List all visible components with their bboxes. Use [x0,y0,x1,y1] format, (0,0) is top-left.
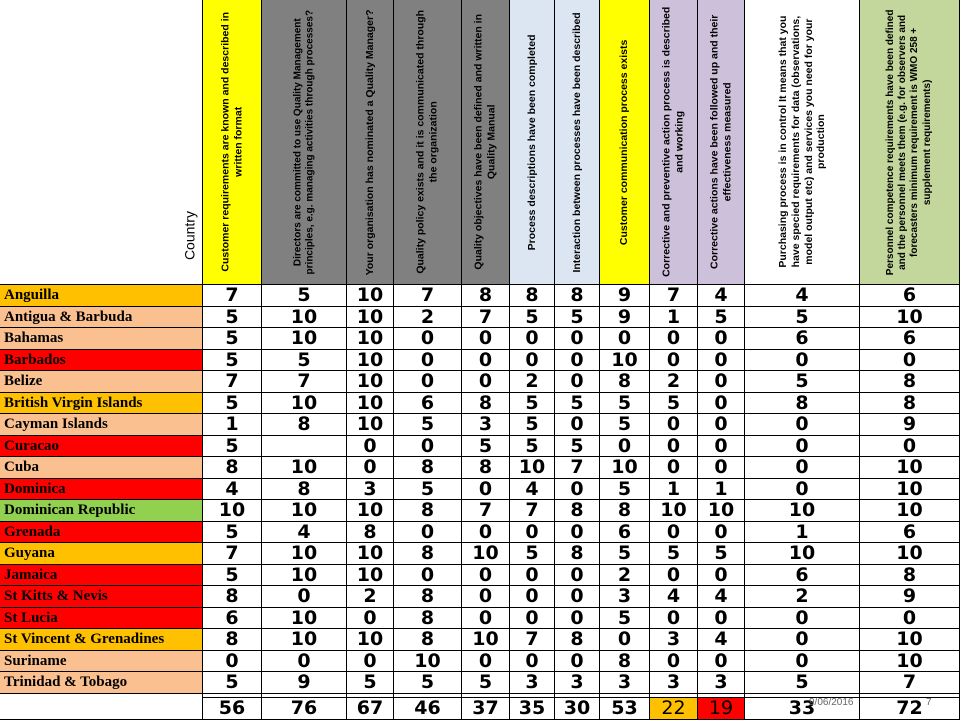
score-cell: 10 [262,307,347,329]
score-cell: 3 [510,672,555,694]
country-cell: Antigua & Barbuda [0,307,203,329]
score-cell: 10 [462,629,510,651]
score-cell: 3 [650,629,698,651]
total-cell: 35 [510,698,555,720]
score-cell: 8 [600,651,650,673]
score-cell: 10 [600,457,650,479]
score-cell: 0 [347,436,394,458]
score-cell: 10 [262,393,347,415]
header-question-label: Customer requirements are known and described in written format [219,12,244,272]
score-cell: 2 [600,565,650,587]
score-cell: 7 [203,543,262,565]
score-cell: 0 [347,457,394,479]
score-cell: 0 [462,586,510,608]
header-question-cell [510,0,555,285]
header-question-label: Interaction between processes have been described [570,11,583,273]
score-cell: 5 [510,393,555,415]
score-cell: 0 [462,608,510,630]
score-cell: 0 [860,436,960,458]
score-cell: 5 [347,672,394,694]
score-cell: 5 [600,479,650,501]
score-cell: 4 [262,522,347,544]
score-cell: 0 [555,522,600,544]
score-cell: 0 [745,608,860,630]
score-cell: 10 [860,457,960,479]
header-question-label: Quality objectives have been defined and written in Quality Manual [472,14,498,270]
score-cell: 0 [555,651,600,673]
score-cell: 0 [698,328,745,350]
score-cell: 4 [698,629,745,651]
score-cell: 7 [462,500,510,522]
country-cell: Trinidad & Tobago [0,672,203,694]
score-cell: 5 [203,350,262,372]
score-cell: 7 [860,672,960,694]
score-cell: 4 [203,479,262,501]
score-cell: 10 [860,543,960,565]
score-cell: 0 [650,436,698,458]
score-cell: 0 [510,586,555,608]
score-cell: 8 [860,393,960,415]
score-cell: 10 [262,328,347,350]
score-cell: 5 [203,328,262,350]
score-cell: 3 [555,672,600,694]
score-cell: 0 [650,457,698,479]
score-cell: 5 [555,436,600,458]
score-cell: 0 [510,565,555,587]
score-cell: 0 [510,522,555,544]
score-cell: 8 [262,414,347,436]
score-cell: 2 [745,586,860,608]
score-cell: 0 [555,371,600,393]
score-cell: 10 [347,565,394,587]
header-question-label: Personnel competence requirements have been defined and the personnel meets them (e.g. for observers and forecasters minimum requirement is WMO 258 + supplement requirements) [885,9,933,275]
score-cell: 10 [860,307,960,329]
country-cell: Dominica [0,479,203,501]
score-cell: 0 [698,565,745,587]
country-cell: Jamaica [0,565,203,587]
score-cell: 5 [262,350,347,372]
score-cell: 2 [394,307,462,329]
score-cell: 8 [600,500,650,522]
score-cell: 7 [650,285,698,307]
score-cell: 0 [462,328,510,350]
score-cell: 1 [203,414,262,436]
score-cell: 8 [203,586,262,608]
score-cell: 5 [698,543,745,565]
header-question-label: Quality policy exists and it is communicated through the organization [414,10,440,274]
score-cell: 0 [462,565,510,587]
header-question-cell [262,0,347,285]
score-cell: 0 [600,436,650,458]
header-question-label: Customer communication process exists [618,39,631,245]
score-cell: 8 [394,608,462,630]
score-cell: 10 [203,500,262,522]
score-cell: 7 [510,500,555,522]
score-cell: 10 [347,393,394,415]
score-cell: 0 [555,414,600,436]
score-cell: 5 [203,436,262,458]
score-cell: 7 [555,457,600,479]
score-cell: 2 [650,371,698,393]
score-cell: 0 [745,414,860,436]
score-cell: 0 [394,565,462,587]
slide-page-number: 7 [926,697,932,708]
score-cell: 0 [555,328,600,350]
score-cell: 9 [860,586,960,608]
score-cell: 7 [203,285,262,307]
score-cell: 8 [600,371,650,393]
country-cell: St Kitts & Nevis [0,586,203,608]
score-cell: 0 [394,371,462,393]
score-cell: 7 [262,371,347,393]
country-cell: Grenada [0,522,203,544]
header-question-cell [698,0,745,285]
header-question-cell [860,0,960,285]
score-cell: 6 [860,328,960,350]
score-cell: 1 [650,479,698,501]
score-cell: 5 [510,307,555,329]
score-cell: 0 [262,651,347,673]
score-cell: 5 [203,393,262,415]
header-question-label: Corrective actions have been followed up and their effectiveness measured [708,14,733,270]
score-cell: 10 [698,500,745,522]
score-cell: 0 [462,651,510,673]
score-cell: 9 [860,414,960,436]
header-country-cell [0,0,203,285]
score-cell: 10 [262,457,347,479]
header-question-label: Process descriptions have been completed [525,34,538,250]
score-cell: 1 [745,522,860,544]
score-cell: 6 [860,285,960,307]
total-cell: 30 [555,698,600,720]
score-cell: 2 [347,586,394,608]
score-cell: 0 [698,651,745,673]
score-cell: 5 [203,522,262,544]
total-cell: 19 [698,698,745,720]
score-cell: 7 [510,629,555,651]
score-cell: 0 [745,651,860,673]
score-cell: 8 [394,629,462,651]
score-cell: 10 [262,608,347,630]
total-cell: 72 [860,698,960,720]
score-cell: 8 [555,543,600,565]
score-cell: 0 [347,651,394,673]
total-cell: 76 [262,698,347,720]
score-cell: 5 [203,672,262,694]
score-cell: 6 [394,393,462,415]
country-cell: Bahamas [0,328,203,350]
score-cell: 10 [347,629,394,651]
score-cell: 0 [462,479,510,501]
score-cell: 0 [203,651,262,673]
score-cell: 5 [203,307,262,329]
score-cell: 0 [650,350,698,372]
score-cell: 0 [510,350,555,372]
country-cell: St Lucia [0,608,203,630]
score-cell: 7 [203,371,262,393]
score-cell: 10 [600,350,650,372]
score-cell: 0 [745,479,860,501]
score-cell: 3 [600,586,650,608]
score-cell: 7 [394,285,462,307]
total-cell: 37 [462,698,510,720]
score-cell: 6 [860,522,960,544]
score-cell: 5 [650,543,698,565]
score-cell: 0 [394,350,462,372]
score-cell: 0 [745,350,860,372]
country-cell: St Vincent & Grenadines [0,629,203,651]
score-cell: 10 [262,543,347,565]
score-cell: 7 [462,307,510,329]
score-cell: 8 [394,586,462,608]
score-cell: 8 [860,565,960,587]
score-cell: 8 [347,522,394,544]
score-cell: 0 [860,350,960,372]
header-question-cell [462,0,510,285]
score-cell: 10 [347,350,394,372]
score-cell: 10 [347,371,394,393]
score-cell: 5 [394,672,462,694]
score-cell: 9 [600,285,650,307]
score-cell: 5 [555,307,600,329]
score-cell: 0 [698,457,745,479]
score-cell: 0 [394,328,462,350]
score-cell: 0 [650,608,698,630]
score-cell: 2 [510,371,555,393]
score-cell: 0 [510,651,555,673]
score-cell: 10 [860,479,960,501]
total-cell: 67 [347,698,394,720]
score-cell: 5 [600,543,650,565]
score-cell: 0 [745,436,860,458]
score-cell: 5 [462,436,510,458]
country-cell: Cuba [0,457,203,479]
score-cell: 0 [347,608,394,630]
total-cell: 22 [650,698,698,720]
score-cell: 8 [394,457,462,479]
score-cell: 5 [600,608,650,630]
score-cell: 10 [394,651,462,673]
score-cell: 0 [462,371,510,393]
score-cell: 0 [860,608,960,630]
score-cell: 10 [347,328,394,350]
header-question-label: Your organisation has nominated a Quality Manager? [363,9,376,275]
score-cell: 5 [262,285,347,307]
score-cell: 10 [262,629,347,651]
score-cell: 10 [860,500,960,522]
score-cell: 10 [347,285,394,307]
score-cell: 5 [745,307,860,329]
header-question-cell [394,0,462,285]
score-cell: 10 [347,307,394,329]
score-cell: 0 [462,350,510,372]
header-question-cell [347,0,394,285]
score-cell: 0 [650,565,698,587]
total-cell: 46 [394,698,462,720]
score-cell: 5 [510,414,555,436]
header-country-label: Country [181,210,198,260]
score-cell: 10 [347,543,394,565]
score-cell: 5 [600,414,650,436]
score-cell: 0 [698,393,745,415]
score-cell: 5 [650,393,698,415]
score-cell [262,436,347,458]
score-cell: 5 [745,672,860,694]
score-cell: 0 [698,436,745,458]
totals-label-cell [0,694,203,720]
total-cell: 56 [203,698,262,720]
score-cell: 0 [510,608,555,630]
score-cell: 5 [510,543,555,565]
score-cell: 3 [462,414,510,436]
score-cell: 0 [555,586,600,608]
score-cell: 5 [203,565,262,587]
score-cell: 5 [745,371,860,393]
score-cell: 9 [262,672,347,694]
score-cell: 0 [650,328,698,350]
score-cell: 5 [555,393,600,415]
header-question-cell [600,0,650,285]
score-cell: 5 [394,479,462,501]
score-cell: 0 [555,565,600,587]
total-cell: 33 [745,698,860,720]
header-question-label: Directors are committed to use Quality Management principles, e.g. managing activities through processes? [291,9,315,275]
score-cell: 3 [347,479,394,501]
score-cell: 0 [698,350,745,372]
score-cell: 8 [462,457,510,479]
header-question-label: Corrective and preventive action process is described and working [660,6,686,278]
score-cell: 8 [555,285,600,307]
score-cell: 10 [650,500,698,522]
score-cell: 0 [698,522,745,544]
score-cell: 0 [262,586,347,608]
score-cell: 5 [394,414,462,436]
score-cell: 0 [650,522,698,544]
score-cell: 10 [347,500,394,522]
score-cell: 10 [262,500,347,522]
score-cell: 3 [650,672,698,694]
score-cell: 4 [510,479,555,501]
score-cell: 8 [745,393,860,415]
score-cell: 0 [555,608,600,630]
header-question-cell [555,0,600,285]
country-cell: British Virgin Islands [0,393,203,415]
score-cell: 0 [745,629,860,651]
score-cell: 8 [394,543,462,565]
score-cell: 5 [600,393,650,415]
score-cell: 6 [745,328,860,350]
score-cell: 6 [745,565,860,587]
score-cell: 10 [860,629,960,651]
score-cell: 9 [600,307,650,329]
score-cell: 3 [600,672,650,694]
score-cell: 6 [203,608,262,630]
header-question-cell [650,0,698,285]
score-cell: 0 [394,522,462,544]
score-cell: 10 [510,457,555,479]
score-cell: 10 [262,565,347,587]
score-cell: 10 [462,543,510,565]
score-cell: 8 [203,629,262,651]
score-cell: 0 [555,479,600,501]
score-cell: 8 [462,285,510,307]
score-cell: 0 [555,350,600,372]
score-cell: 4 [650,586,698,608]
country-cell: Anguilla [0,285,203,307]
score-cell: 0 [510,328,555,350]
score-cell: 8 [510,285,555,307]
header-question-cell [745,0,860,285]
score-cell: 5 [510,436,555,458]
total-cell: 53 [600,698,650,720]
score-cell: 8 [203,457,262,479]
score-cell: 6 [600,522,650,544]
score-cell: 8 [555,500,600,522]
country-cell: Guyana [0,543,203,565]
header-question-label: Purchasing process is in control It means that you have specied requirements for data (observations, model output etc) and services you need for your production [776,15,827,269]
score-cell: 0 [600,328,650,350]
score-cell: 3 [698,672,745,694]
score-cell: 10 [860,651,960,673]
country-cell: Cayman Islands [0,414,203,436]
score-cell: 0 [462,522,510,544]
score-cell: 0 [650,651,698,673]
score-cell: 0 [698,414,745,436]
country-cell: Dominican Republic [0,500,203,522]
score-cell: 8 [462,393,510,415]
score-cell: 10 [347,414,394,436]
score-cell: 10 [745,500,860,522]
country-cell: Suriname [0,651,203,673]
score-cell: 8 [262,479,347,501]
country-cell: Belize [0,371,203,393]
score-cell: 5 [698,307,745,329]
score-cell: 0 [394,436,462,458]
score-cell: 4 [745,285,860,307]
score-cell: 5 [462,672,510,694]
slide-date: 9/06/2016 [809,697,854,708]
header-question-cell [203,0,262,285]
score-cell: 4 [698,285,745,307]
score-cell: 0 [745,457,860,479]
score-cell: 10 [745,543,860,565]
score-cell: 0 [698,371,745,393]
score-cell: 0 [600,629,650,651]
score-cell: 1 [650,307,698,329]
country-cell: Curacao [0,436,203,458]
country-cell: Barbados [0,350,203,372]
score-cell: 0 [650,414,698,436]
score-cell: 8 [394,500,462,522]
score-cell: 4 [698,586,745,608]
score-cell: 1 [698,479,745,501]
score-cell: 0 [698,608,745,630]
score-cell: 8 [860,371,960,393]
score-cell: 8 [555,629,600,651]
